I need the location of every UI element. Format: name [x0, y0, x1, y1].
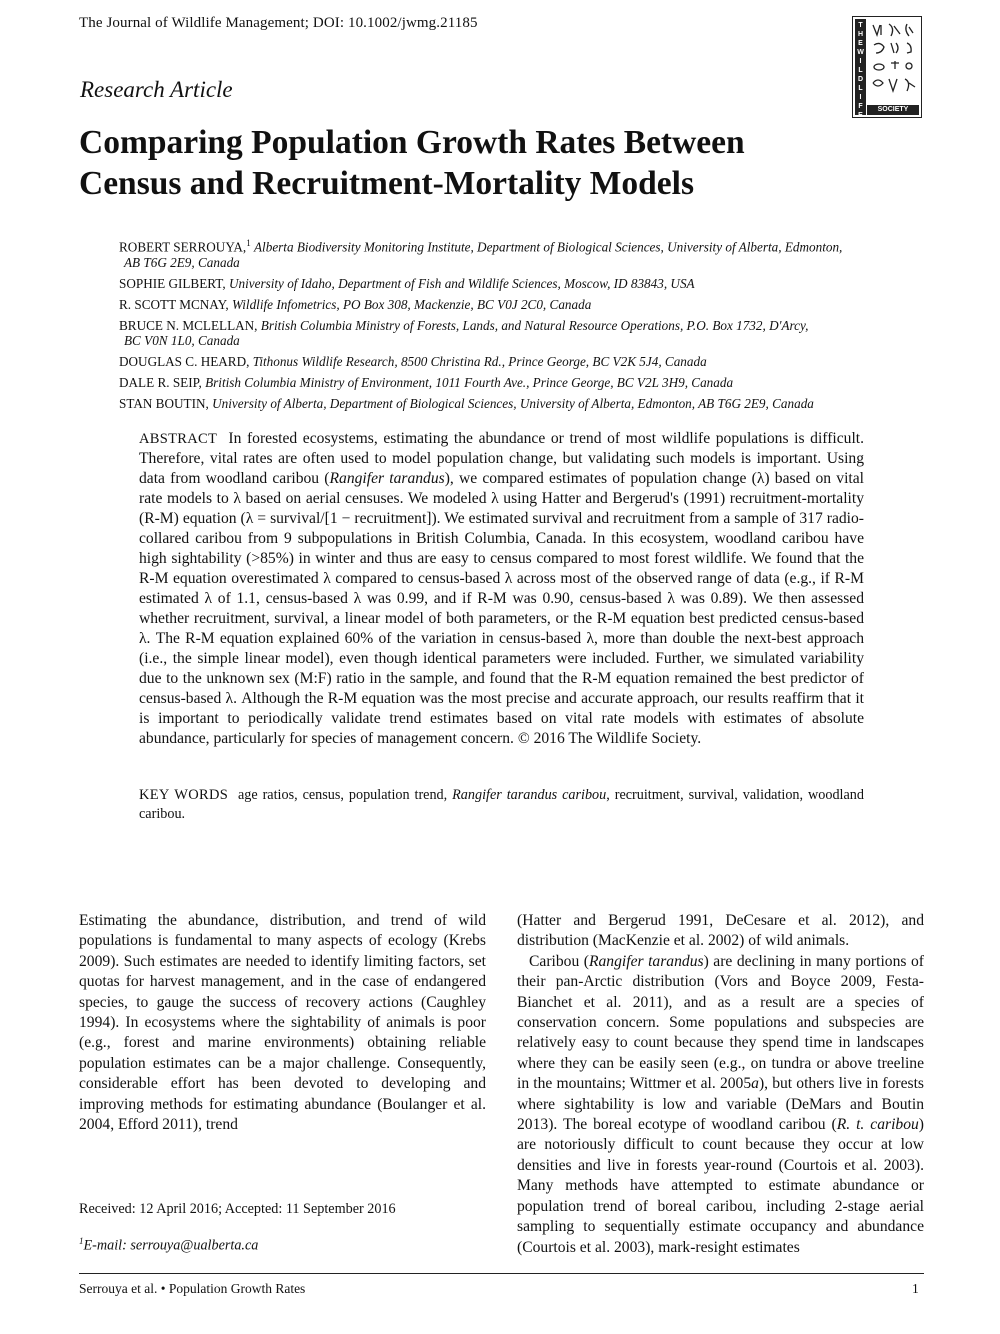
article-title: Comparing Population Growth Rates Between Census and Recruitment-Mortality Models: [79, 124, 745, 202]
keywords: KEY WORDS age ratios, census, population trend, Rangifer tarandus caribou, recruitment, survival, validation, woodland caribou.: [139, 787, 864, 822]
body-column-right: [517, 911, 924, 1258]
author-list: [119, 236, 879, 417]
wildlife-society-logo: [852, 16, 922, 118]
abstract-heading: ABSTRACT: [139, 431, 218, 447]
author-entry: ROBERT SERROUYA,$^1$ Alberta Biodiversity Monitoring Institute, Department of Biological Sciences, University of Alberta, Edmonton, AB T6G 2E9, Canada: [119, 238, 843, 270]
paragraph: Caribou (Rangifer tarandus) are declining in many portions of their pan-Arctic distribution (Vors and Boyce 2009, Festa-Bianchet et al. 2011), and as a result are a species of conservation concern. Some populations and subspecies are relatively easy to count because they spend time in landscapes where they can be easily seen (e.g., on tundra or above treeline in the mountains; Wittmer et al. 2005a), but others live in forests where sightability is low and variable (DeMars and Boutin 2013). The boreal ecotype of woodland caribou (R. t. caribou) are notoriously difficult to count because they occur at low densities and live in forests year-round (Courtois et al. 2003). Many methods have attempted to estimate abundance or population trend of boreal caribou, including 2-stage aerial sampling to sequentially estimate occupancy and abundance (Courtois et al. 2003), mark-resight estimates: [517, 952, 924, 1256]
author-entry: BRUCE N. MCLELLAN, British Columbia Ministry of Forests, Lands, and Natural Resource Operations, P.O. Box 1732, D'Arcy, BC V0N 1L0, Canada: [119, 317, 809, 349]
body-column-left: Estimating the abundance, distribution, and trend of wild populations is fundamental to many aspects of ecology (Krebs 2009). Such estimates are needed to identify limiting factors, set quotas for harvest management, and in the case of endangered species, to gauge the success of recovery actions (Caughley 1994). In ecosystems where the sightability of animals is poor (e.g., forest and marine environments) obtaining reliable population estimates can be a major challenge. Consequently, considerable effort has been devoted to developing and improving methods for estimating abundance (Boulanger et al. 2004, Efford 2011), trend: [79, 912, 486, 1134]
author-entry: DALE R. SEIP, British Columbia Ministry of Environment, 1011 Fourth Ave., Prince George, BC V2L 3H9, Canada: [119, 375, 734, 391]
journal-citation: The Journal of Wildlife Management; DOI: 10.1002/jwmg.21185: [79, 15, 478, 31]
article-type-label: Research Article: [80, 77, 233, 102]
paragraph: (Hatter and Bergerud 1991, DeCesare et al. 2012), and distribution (MacKenzie et al. 2002) of wild animals.: [517, 912, 924, 950]
logo-stripe: T H E W I L D L I F E: [855, 19, 866, 115]
keywords-heading: KEY WORDS: [139, 787, 229, 803]
author-entry: R. SCOTT MCNAY, Wildlife Infometrics, PO Box 308, Mackenzie, BC V0J 2C0, Canada: [119, 296, 592, 312]
author-entry: DOUGLAS C. HEARD, Tithonus Wildlife Research, 8500 Christina Rd., Prince George, BC V2K 5J4, Canada: [119, 354, 707, 370]
page-number: 1: [912, 1281, 919, 1296]
footer-divider: [79, 1273, 924, 1274]
abstract: ABSTRACT In forested ecosystems, estimating the abundance or trend of most wildlife populations is difficult. Therefore, vital rates are often used to model population change, but validating such models is important. Using data from woodland caribou (Rangifer tarandus), we compared estimates of population change (λ) based on vital rate models to λ based on aerial censuses. We modeled λ using Hatter and Bergerud's (1991) recruitment-mortality (R-M) equation (λ = survival/[1 − recruitment]). We estimated survival and recruitment from a sample of 317 radio-collared caribou from 9 subpopulations in British Columbia, Canada. In this ecosystem, woodland caribou have high sightability (>85%) in winter and thus are easy to census compared to most forest wildlife. We found that the R-M equation overestimated λ compared to census-based λ across most of the observed range of data (e.g., if R-M estimated λ of 1.1, census-based λ was 0.99, and if R-M was 0.90, census-based λ was 0.89). We then assessed whether recruitment, survival, a linear model of both parameters, or the R-M equation best predicted census-based λ. The R-M equation explained 60% of the variation in census-based λ, more than double the next-best approach (i.e., the simple linear model), even though identical parameters were included. Further, we simulated variability due to the unknown sex (M:F) ratio in the sample, and found that the R-M equation remained the best predictor of census-based λ. Although the R-M equation was the most precise and accurate approach, our results reaffirm that it is important to periodically validate trend estimates based on vital rate models with estimates of absolute abundance, particularly for species of management concern. © 2016 The Wildlife Society.: [139, 430, 865, 747]
received-dates: Received: 12 April 2016; Accepted: 11 September 2016: [79, 1201, 396, 1217]
author-entry: STAN BOUTIN, University of Alberta, Department of Biological Sciences, University of Alberta, Edmonton, AB T6G 2E9, Canada: [119, 396, 814, 412]
running-footer: Serrouya et al. • Population Growth Rates: [79, 1281, 306, 1296]
corresponding-email: $^1$E-mail: serrouya@ualberta.ca: [79, 1236, 259, 1254]
author-entry: SOPHIE GILBERT, University of Idaho, Department of Fish and Wildlife Sciences, Moscow, ID 83843, USA: [119, 275, 695, 291]
logo-society-label: SOCIETY: [867, 105, 919, 115]
animal-glyphs-icon: [869, 21, 919, 101]
